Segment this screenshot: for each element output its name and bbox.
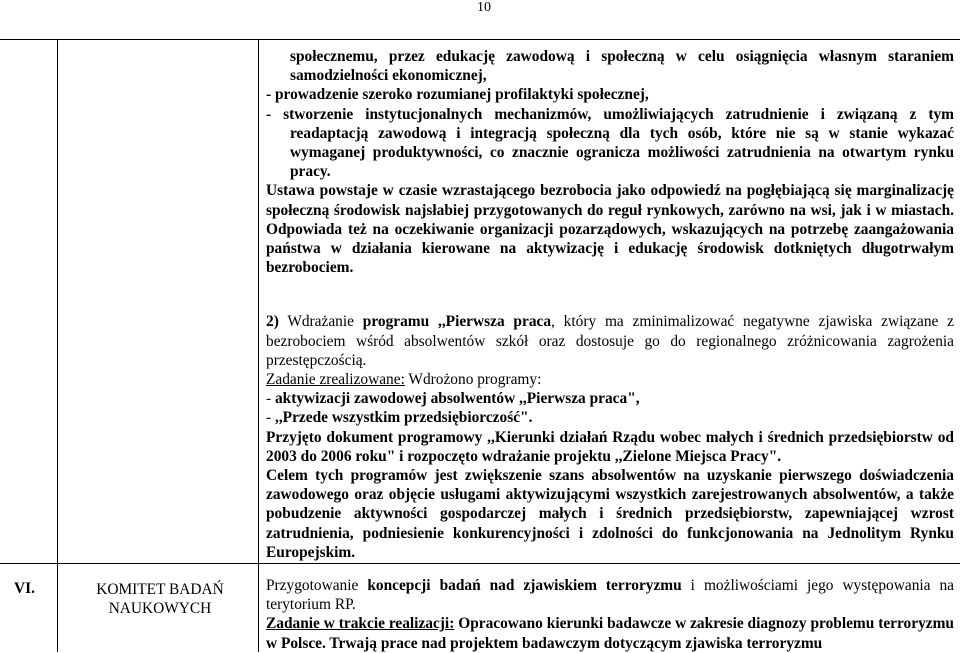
row-number: VI. — [14, 580, 35, 597]
table-top-border — [0, 39, 960, 40]
list-item: - prowadzenie szeroko rozumianej profilaktyki społecznej, — [266, 86, 649, 104]
law-paragraph: Ustawa powstaje w czasie wzrastającego bezrobocia jako odpowiedź na pogłębiającą się marginalizację społeczną środowisk najsłabiej przygotowanych do reguł rynkowych, zarówno na wsi, jak i w miastach. Odpowiada też na oczekiwanie organizacji pozarządowych, wskazujących na potrzebę zaangażowania państwa w działania kierowane na aktywizację i edukację środowisk dotkniętych długotrwałym bezrobociem. — [266, 182, 954, 277]
column-divider-right — [258, 40, 259, 652]
column-divider-left — [57, 40, 58, 652]
research-block — [266, 576, 954, 653]
list-item: - aktywizacji zawodowej absolwentów ,,Pierwsza praca", — [266, 390, 640, 408]
spacer — [266, 277, 954, 296]
research-concept: Przygotowanie koncepcji badań nad zjawiskiem terroryzmu i możliwościami jego występowania na terytorium RP. — [266, 577, 955, 614]
program-goal-paragraph: Celem tych programów jest zwiększenie szans absolwentów na uzyskanie pierwszego doświadczenia zawodowego oraz objęcie usługami aktywizującymi wszystkich zarejestrowanych absolwentów, a także pobudzenie aktywności gospodarczej małych i średnich przedsiębiorstw, zapewniającej wzrost zatrudnienia, podniesienie konkurencyjności i zdolności do funkcjonowania na Jednolitym Rynku Europejskim. — [266, 467, 954, 561]
list-item: - stworzenie instytucjonalnych mechanizmów, umożliwiających zatrudnienie i związaną z tym readaptacją zawodową i integracją społeczną dla tych osób, które nie są w stanie wykazać wymaganej produktywności, co znacznie ogranicza możliwości zatrudnienia na otwartym rynku pracy. — [266, 105, 954, 181]
task-in-progress: Zadanie w trakcie realizacji: Opracowano kierunki badawcze w zakresie diagnozy problemu terroryzmu w Polsce. Trwają prace nad projektem badawczym dotyczącym zjawiska terroryzmu — [266, 615, 954, 652]
task-completed: Zadanie zrealizowane: Wdrożono programy: — [266, 371, 542, 389]
institution-name: KOMITET BADAŃ NAUKOWYCH — [96, 581, 224, 617]
row-divider — [0, 563, 960, 564]
list-item: - ,,Przede wszystkim przedsiębiorczość". — [266, 409, 533, 427]
program-first-job: 2) Wdrażanie programu ,,Pierwsza praca, który ma zminimalizować negatywne zjawiska związane z bezrobociem wśród absolwentów szkół oraz dostosuje go do regionalnego zróżnicowania zagrożenia przestępczością. — [266, 313, 954, 369]
spacer — [266, 296, 954, 312]
page-number: 10 — [477, 0, 491, 15]
measures-block — [266, 47, 954, 562]
program-document-paragraph: Przyjęto dokument programowy ,,Kierunki działań Rządu wobec małych i średnich przedsiębiorstw od 2003 do 2006 roku" i rozpoczęto wdrażanie projektu ,,Zielone Miejsca Pracy". — [266, 428, 954, 465]
continuation-text: społecznemu, przez edukację zawodową i społeczną w celu osiągnięcia własnym staraniem samodzielności ekonomicznej, — [290, 48, 954, 85]
